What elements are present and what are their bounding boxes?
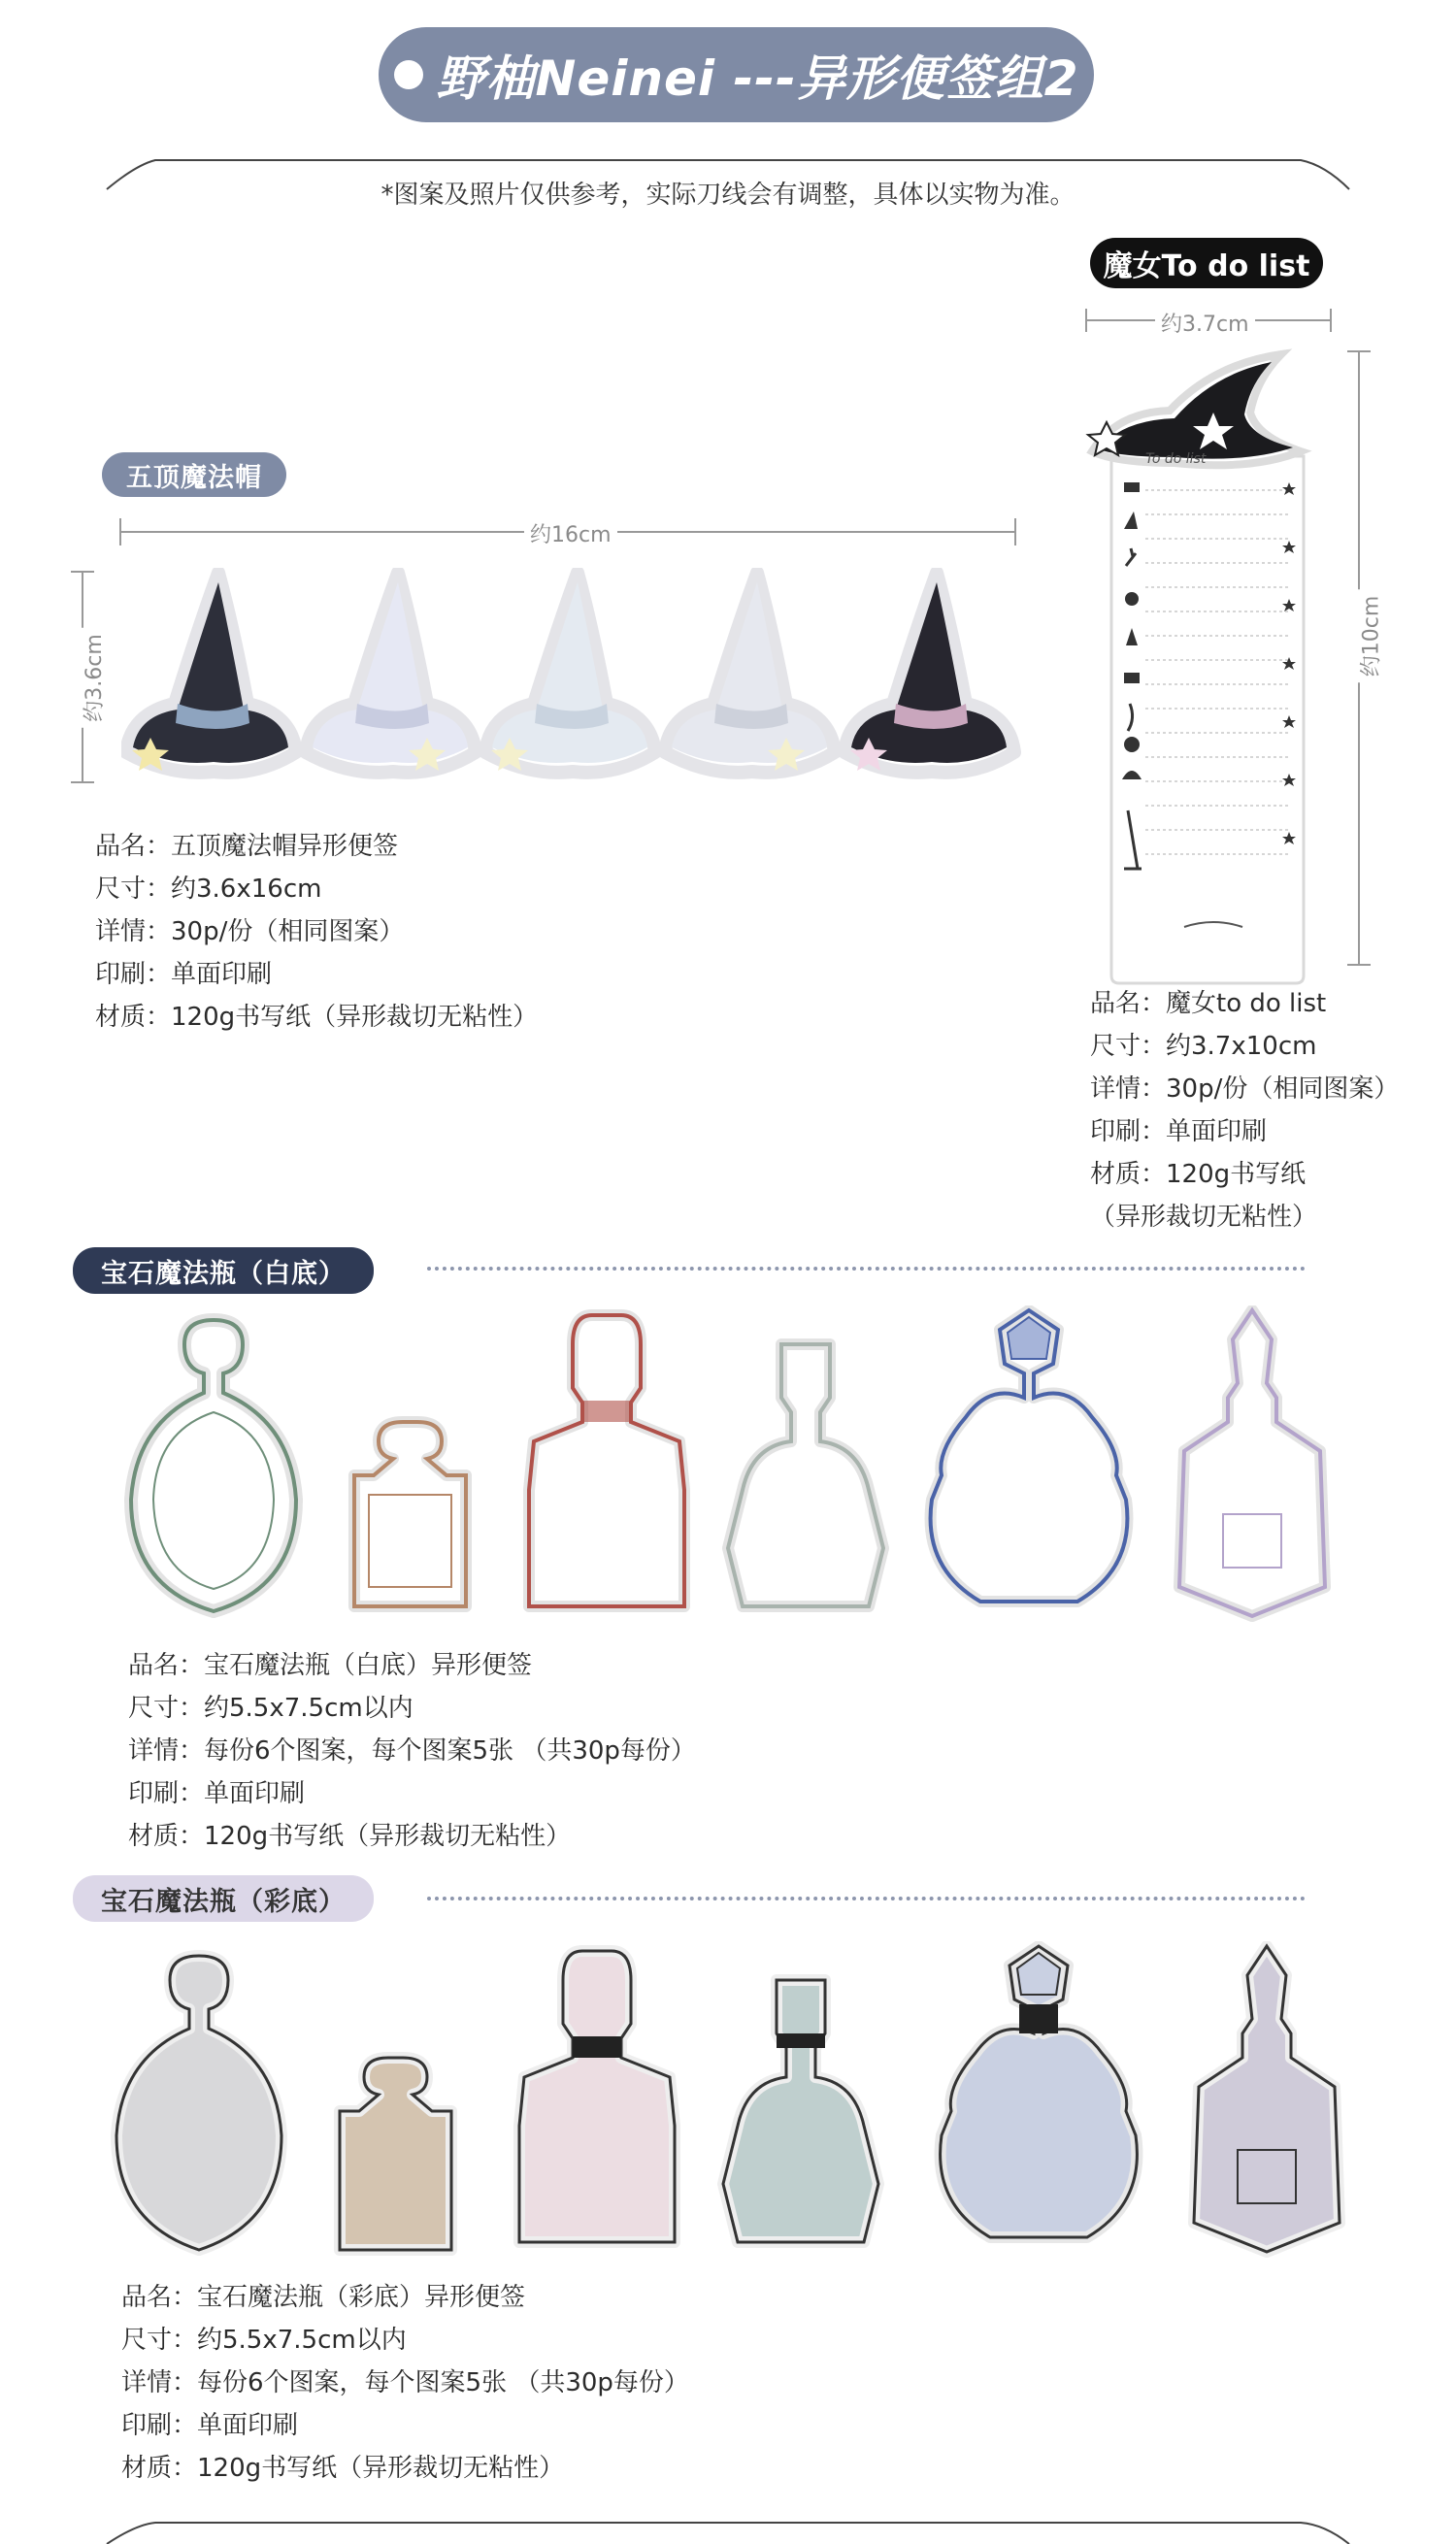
hats-height-label: 约3.6cm <box>78 628 108 728</box>
hats-illustration <box>121 568 1024 786</box>
bottle-icon <box>529 1315 684 1606</box>
todo-specs <box>1090 982 1399 1239</box>
page-title <box>379 27 1094 122</box>
hats-specs <box>95 825 538 1039</box>
disclaimer-note: *图案及照片仅供参考，实际刀线会有调整，具体以实物为准。 <box>381 181 1075 210</box>
bottles-color-spec-material: 材质：120g书写纸（异形裁切无粘性） <box>121 2454 565 2483</box>
bottles-color-spec-size: 尺寸：约5.5x7.5cm以内 <box>121 2326 407 2355</box>
hats-spec-detail: 详情：30p/份（相同图案） <box>95 917 405 946</box>
bottle-icon <box>931 1310 1128 1602</box>
hats-spec-print: 印刷：单面印刷 <box>95 960 273 989</box>
bottles-white-spec-name: 品名：宝石魔法瓶（白底）异形便签 <box>128 1651 533 1680</box>
bottle-icon <box>131 1320 296 1611</box>
todo-spec-material-note: （异形裁切无粘性） <box>1090 1203 1318 1232</box>
todo-spec-size: 尺寸：约3.7x10cm <box>1090 1032 1317 1061</box>
hats-spec-material: 材质：120g书写纸（异形裁切无粘性） <box>95 1003 539 1032</box>
hats-spec-size: 尺寸：约3.6x16cm <box>95 875 322 904</box>
hats-spec-name: 品名：五顶魔法帽异形便签 <box>95 832 399 861</box>
hat-icon <box>485 573 655 773</box>
bottles-color-label: 宝石魔法瓶（彩底） <box>73 1875 374 1922</box>
todo-spec-name: 品名：魔女to do list <box>1090 989 1327 1018</box>
bottles-color-spec-print: 印刷：单面印刷 <box>121 2411 299 2440</box>
bottles-white-spec-material: 材质：120g书写纸（异形裁切无粘性） <box>128 1822 572 1851</box>
todo-width-label: 约3.7cm <box>1155 308 1255 338</box>
bottle-icon <box>1194 1946 1340 2252</box>
bottle-icon <box>728 1344 883 1606</box>
bottles-white-label: 宝石魔法瓶（白底） <box>73 1247 374 1294</box>
bottles-color-specs <box>121 2276 689 2490</box>
todo-spec-material: 材质：120g书写纸 <box>1090 1160 1307 1189</box>
bottom-divider <box>97 2519 1359 2544</box>
todo-spec-detail: 详情：30p/份（相同图案） <box>1090 1074 1400 1104</box>
bottles-color-divider <box>427 1897 1306 1900</box>
witch-hat-icon <box>1088 354 1301 465</box>
hat-icon <box>665 573 835 773</box>
bottles-white-illustration <box>116 1305 1349 1626</box>
bottles-color-illustration <box>102 1941 1354 2266</box>
bottles-color-spec-name: 品名：宝石魔法瓶（彩底）异形便签 <box>121 2283 526 2312</box>
todo-height-label: 约10cm <box>1354 590 1384 683</box>
hat-icon <box>844 573 1014 773</box>
hats-label: 五顶魔法帽 <box>102 452 286 497</box>
bottles-color-spec-detail: 详情：每份6个图案，每个图案5张 （共30p每份） <box>121 2368 689 2397</box>
hats-width-label: 约16cm <box>524 518 617 548</box>
todo-spec-print: 印刷：单面印刷 <box>1090 1117 1268 1146</box>
bottle-icon <box>519 1951 675 2242</box>
bottle-icon <box>723 1980 878 2242</box>
todo-card-heading: To do list <box>1145 451 1207 467</box>
bottles-white-spec-detail: 详情：每份6个图案，每个图案5张 （共30p每份） <box>128 1736 696 1766</box>
bottle-icon <box>941 1946 1138 2237</box>
todo-tag: 魔女To do list <box>1090 238 1323 288</box>
hat-icon <box>306 573 476 773</box>
bottle-icon <box>1179 1310 1325 1616</box>
bottle-icon <box>116 1956 281 2250</box>
hat-icon <box>126 573 296 773</box>
todo-card-illustration <box>1077 345 1320 985</box>
bottle-icon <box>340 2058 451 2250</box>
bottle-icon <box>354 1422 466 1606</box>
bottles-white-specs <box>128 1644 696 1858</box>
bottles-white-spec-print: 印刷：单面印刷 <box>128 1779 306 1808</box>
bullet-dot <box>394 60 423 89</box>
page-title-text: 野柚Neinei ---异形便签组2 <box>436 50 1079 107</box>
bottles-white-divider <box>427 1267 1306 1271</box>
bottles-white-spec-size: 尺寸：约5.5x7.5cm以内 <box>128 1694 414 1723</box>
